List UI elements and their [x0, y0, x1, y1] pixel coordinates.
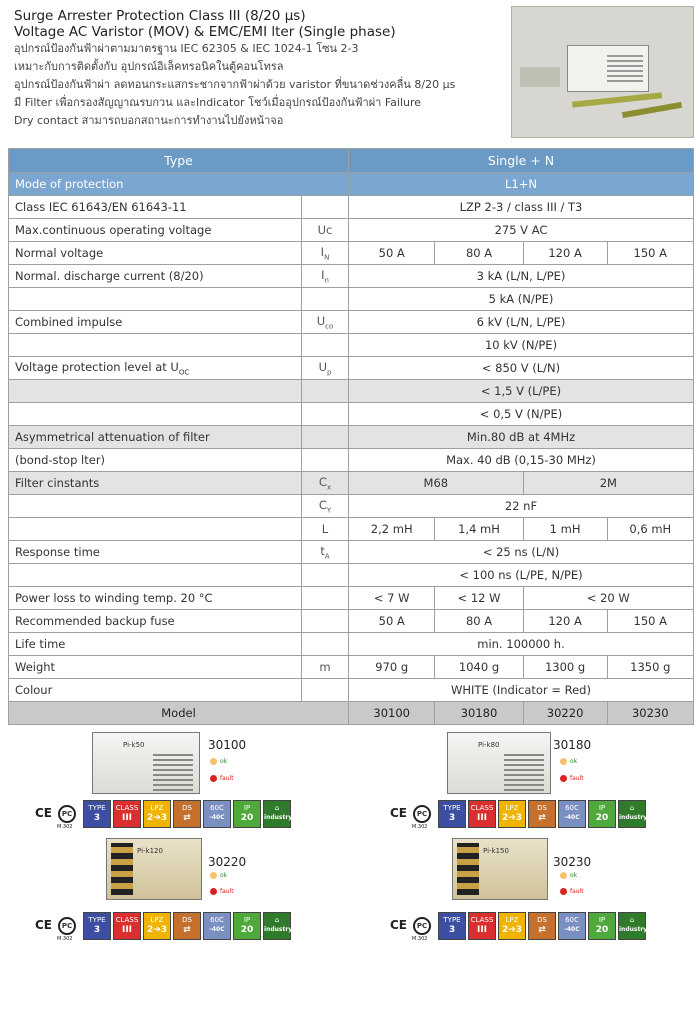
ip-badge-icon — [233, 912, 261, 940]
temp-badge-icon — [203, 912, 231, 940]
lpz-badge-icon — [498, 800, 526, 828]
title-line-1: Surge Arrester Protection Class III (8/20 µs) — [14, 8, 306, 24]
type-badge-icon — [438, 912, 466, 940]
sym-main: I — [320, 244, 325, 259]
cert-code: M.302 — [57, 936, 73, 942]
row-value: 1040 g — [435, 656, 523, 679]
table-row — [9, 633, 694, 656]
badge-value: III — [121, 813, 133, 823]
badge-top: ⌂ — [274, 916, 280, 924]
product-name: Pi-k150 — [483, 847, 509, 855]
row-label: Asymmetrical attenuation of filter — [9, 426, 302, 449]
badge-value: 3 — [93, 925, 101, 935]
class-badge-icon — [113, 912, 141, 940]
cert-code: M.302 — [412, 824, 428, 830]
pc-mark-icon: PC — [413, 805, 431, 823]
class-badge-icon — [468, 912, 496, 940]
vent-grid — [607, 52, 643, 82]
badge-top: TYPE — [88, 804, 106, 812]
badge-value: III — [121, 925, 133, 935]
table-row — [9, 449, 694, 472]
badge-value: 3 — [93, 813, 101, 823]
sym-main: C — [318, 474, 327, 489]
table-row — [9, 564, 694, 587]
pc-mark-icon: PC — [58, 805, 76, 823]
row-sym: m — [302, 656, 349, 679]
row-sym — [302, 357, 349, 380]
product-image — [92, 732, 200, 794]
row-label — [9, 288, 302, 311]
label-main: Voltage protection level at U — [15, 359, 179, 374]
ind-badge-icon — [263, 912, 291, 940]
vent-grid — [504, 751, 544, 791]
table-row — [9, 380, 694, 403]
badge-value: 2➔3 — [146, 813, 168, 823]
desc-line: อุปกรณ์ป้องกันฟ้าผ่าตามมาตรฐาน IEC 62305 & IEC 1024-1 โซน 2-3 — [14, 42, 359, 55]
table-row — [9, 403, 694, 426]
ind-badge-icon — [263, 800, 291, 828]
table-row — [9, 518, 694, 541]
led-icon — [210, 758, 217, 765]
row-label — [9, 495, 302, 518]
table-row — [9, 219, 694, 242]
row-value: 6 kV (L/N, L/PE) — [349, 311, 694, 334]
row-sym — [302, 334, 349, 357]
badge-value: III — [476, 813, 488, 823]
din-rail — [520, 67, 560, 87]
mode-label: Mode of protection — [9, 173, 302, 196]
table-row — [9, 334, 694, 357]
ip-badge-icon — [588, 800, 616, 828]
row-sym — [302, 610, 349, 633]
mode-value: L1+N — [349, 173, 694, 196]
ce-mark-icon: CE — [35, 918, 53, 932]
ok-label: ok — [220, 758, 228, 765]
temp-badge-icon — [203, 800, 231, 828]
row-label: Class IEC 61643/EN 61643-11 — [9, 196, 302, 219]
sym-main: I — [321, 267, 325, 282]
badge-value: III — [476, 925, 488, 935]
led-icon — [210, 872, 217, 879]
product-image — [447, 732, 551, 794]
ind-badge-icon — [618, 800, 646, 828]
product-name: Pi-k80 — [478, 741, 500, 749]
temp-badge-icon — [558, 912, 586, 940]
product-image — [452, 838, 548, 900]
product-model: 30180 — [553, 738, 592, 752]
row-sym — [302, 426, 349, 449]
desc-line: อุปกรณ์ป้องกันฟ้าผ่า ลดทอนกระแสกระชากจากฟ้าผ่าด้วย varistor ที่ขนาดช่วงคลื่น 8/20 µs — [14, 78, 456, 91]
row-label: Weight — [9, 656, 302, 679]
badge-top: DS — [537, 916, 547, 924]
row-value: 120 A — [523, 610, 607, 633]
row-value: 1350 g — [607, 656, 693, 679]
led-icon — [560, 758, 567, 765]
ip-badge-icon — [233, 800, 261, 828]
terminal-block — [457, 843, 479, 895]
model-value: 30220 — [523, 702, 607, 725]
model-value: 30100 — [349, 702, 435, 725]
badge-top: CLASS — [470, 916, 494, 924]
badge-value: industry — [619, 926, 648, 933]
model-value: 30180 — [435, 702, 523, 725]
badge-top: DS — [537, 804, 547, 812]
row-label — [9, 334, 302, 357]
type-label: Type — [9, 149, 349, 173]
row-sym — [302, 380, 349, 403]
sym-main: U — [316, 313, 326, 328]
badge-top: CLASS — [470, 804, 494, 812]
row-label: Colour — [9, 679, 302, 702]
sym-main: C — [318, 497, 327, 512]
table-row — [9, 541, 694, 564]
type-value: Single + N — [349, 149, 694, 173]
product-image — [106, 838, 202, 900]
installation-photo — [511, 6, 694, 138]
ip-badge-icon — [588, 912, 616, 940]
table-row — [9, 357, 694, 380]
row-value: WHITE (Indicator = Red) — [349, 679, 694, 702]
label-sub: OC — [178, 368, 190, 377]
table-row — [9, 426, 694, 449]
row-label: Life time — [9, 633, 302, 656]
row-label: Recommended backup fuse — [9, 610, 302, 633]
sym-sub: A — [324, 552, 330, 561]
badge-value: -40C — [209, 814, 225, 821]
cert-code: M.302 — [57, 824, 73, 830]
table-row — [9, 610, 694, 633]
ds-badge-icon — [528, 800, 556, 828]
row-sym — [302, 242, 349, 265]
badge-top: TYPE — [443, 916, 461, 924]
class-badge-icon — [468, 800, 496, 828]
product-name: Pi-k50 — [123, 741, 145, 749]
badge-top: 60C — [210, 916, 224, 924]
row-sym — [302, 495, 349, 518]
badge-top: TYPE — [88, 916, 106, 924]
table-row — [9, 587, 694, 610]
table-row — [9, 679, 694, 702]
row-value: < 20 W — [523, 587, 693, 610]
ds-badge-icon — [173, 912, 201, 940]
row-value: 2M — [523, 472, 693, 495]
led-icon — [560, 872, 567, 879]
sym-sub: N — [324, 253, 330, 262]
row-label: Combined impulse — [9, 311, 302, 334]
row-value: 0,6 mH — [607, 518, 693, 541]
badge-value: 2➔3 — [501, 813, 523, 823]
row-value: Min.80 dB at 4MHz — [349, 426, 694, 449]
fault-label: fault — [220, 888, 234, 895]
row-sym — [302, 633, 349, 656]
ce-mark-icon: CE — [390, 918, 408, 932]
row-value: 50 A — [349, 610, 435, 633]
row-sym — [302, 541, 349, 564]
badge-value: 20 — [240, 813, 254, 823]
ok-label: ok — [220, 872, 228, 879]
table-row — [9, 472, 694, 495]
badge-value: 3 — [448, 813, 456, 823]
badge-value: ⇄ — [538, 925, 546, 935]
badge-value: industry — [264, 926, 293, 933]
badge-value: industry — [619, 814, 648, 821]
row-value: M68 — [349, 472, 524, 495]
row-value: Max. 40 dB (0,15-30 MHz) — [349, 449, 694, 472]
row-value: 970 g — [349, 656, 435, 679]
desc-line: มี Filter เพื่อกรองสัญญาณรบกวน และIndicator โชว์เมื่ออุปกรณ์ป้องกันฟ้าผ่า Failure — [14, 96, 422, 109]
row-label: Power loss to winding temp. 20 °C — [9, 587, 302, 610]
badge-top: ⌂ — [629, 916, 635, 924]
row-label — [9, 380, 302, 403]
badge-value: 20 — [240, 925, 254, 935]
badge-top: DS — [182, 804, 192, 812]
row-label: Max.continuous operating voltage — [9, 219, 302, 242]
pc-mark-icon: PC — [58, 917, 76, 935]
row-value: 50 A — [349, 242, 435, 265]
table-row — [9, 311, 694, 334]
badge-value: 2➔3 — [501, 925, 523, 935]
row-value: 150 A — [607, 242, 693, 265]
fault-label: fault — [570, 775, 584, 782]
ok-indicator — [210, 872, 227, 879]
badge-value: ⇄ — [183, 813, 191, 823]
row-value: 80 A — [435, 610, 523, 633]
spec-table — [8, 148, 694, 725]
class-badge-icon — [113, 800, 141, 828]
row-value: 1 mH — [523, 518, 607, 541]
badge-value: 2➔3 — [146, 925, 168, 935]
badge-top: DS — [182, 916, 192, 924]
badge-value: -40C — [564, 814, 580, 821]
row-label: (bond-stop lter) — [9, 449, 302, 472]
row-value: 1300 g — [523, 656, 607, 679]
row-value: < 25 ns (L/N) — [349, 541, 694, 564]
led-icon — [210, 775, 217, 782]
row-sym — [302, 679, 349, 702]
type-row — [9, 149, 694, 173]
desc-line: Dry contact สามารถบอกสถานะการทำงานไปยังหน้าจอ — [14, 114, 284, 127]
badge-top: CLASS — [115, 916, 139, 924]
ce-mark-icon: CE — [35, 806, 53, 820]
row-sym — [302, 288, 349, 311]
type-badge-icon — [83, 800, 111, 828]
product-name: Pi-k120 — [137, 847, 163, 855]
row-value: 2,2 mH — [349, 518, 435, 541]
led-icon — [210, 888, 217, 895]
type-badge-icon — [438, 800, 466, 828]
sym-sub: p — [326, 368, 332, 377]
fault-indicator — [210, 775, 234, 782]
ind-badge-icon — [618, 912, 646, 940]
badge-top: 60C — [210, 804, 224, 812]
lpz-badge-icon — [143, 912, 171, 940]
cable — [572, 92, 662, 107]
row-sym — [302, 265, 349, 288]
ok-indicator — [560, 872, 577, 879]
row-value: 80 A — [435, 242, 523, 265]
badge-value: -40C — [209, 926, 225, 933]
row-value: < 7 W — [349, 587, 435, 610]
cable — [622, 102, 682, 118]
row-sym — [302, 564, 349, 587]
desc-line: เหมาะกับการติดตั้งกับ อุปกรณ์อิเล็คทรอนิคในตู้คอนโทรล — [14, 60, 284, 73]
row-value: min. 100000 h. — [349, 633, 694, 656]
ok-indicator — [560, 758, 577, 765]
row-sym — [302, 472, 349, 495]
cert-code: M.302 — [412, 936, 428, 942]
row-sym — [302, 403, 349, 426]
sym-main: U — [318, 359, 327, 374]
fault-indicator — [210, 888, 234, 895]
sym-sub: x — [326, 483, 332, 492]
table-row — [9, 196, 694, 219]
lpz-badge-icon — [498, 912, 526, 940]
row-value: < 12 W — [435, 587, 523, 610]
model-row — [9, 702, 694, 725]
ok-label: ok — [570, 872, 578, 879]
table-row — [9, 242, 694, 265]
badge-value: industry — [264, 814, 293, 821]
row-label: Response time — [9, 541, 302, 564]
row-label: Normal voltage — [9, 242, 302, 265]
row-sym — [302, 587, 349, 610]
badge-top: ⌂ — [629, 804, 635, 812]
badge-top: LPZ — [505, 916, 519, 924]
badge-top: ⌂ — [274, 804, 280, 812]
row-label — [9, 564, 302, 587]
row-sym: L — [302, 518, 349, 541]
vent-grid — [153, 751, 193, 791]
badge-top: LPZ — [150, 804, 164, 812]
row-value: 3 kA (L/N, L/PE) — [349, 265, 694, 288]
badge-top: LPZ — [505, 804, 519, 812]
sym-main: t — [320, 543, 325, 558]
product-model: 30220 — [208, 855, 247, 869]
row-label — [9, 518, 302, 541]
table-row — [9, 656, 694, 679]
badge-top: IP — [243, 804, 251, 812]
table-row — [9, 495, 694, 518]
row-sym — [302, 449, 349, 472]
badge-value: ⇄ — [183, 925, 191, 935]
row-label: Normal. discharge current (8/20) — [9, 265, 302, 288]
badge-top: 60C — [565, 804, 579, 812]
row-value: 10 kV (N/PE) — [349, 334, 694, 357]
model-label: Model — [9, 702, 349, 725]
fault-label: fault — [220, 775, 234, 782]
ce-mark-icon: CE — [390, 806, 408, 820]
mode-sym — [302, 173, 349, 196]
fault-indicator — [560, 775, 584, 782]
badge-value: 3 — [448, 925, 456, 935]
badge-top: TYPE — [443, 804, 461, 812]
product-model: 30100 — [208, 738, 247, 752]
badge-top: IP — [598, 916, 606, 924]
mode-row — [9, 173, 694, 196]
row-value: 120 A — [523, 242, 607, 265]
sym-sub: n — [324, 276, 329, 285]
row-value: LZP 2-3 / class III / T3 — [349, 196, 694, 219]
row-value: 22 nF — [349, 495, 694, 518]
model-value: 30230 — [607, 702, 693, 725]
row-value: 5 kA (N/PE) — [349, 288, 694, 311]
row-sym — [302, 311, 349, 334]
row-value: < 0,5 V (N/PE) — [349, 403, 694, 426]
header — [14, 8, 504, 130]
row-label — [9, 357, 302, 380]
ds-badge-icon — [173, 800, 201, 828]
badge-top: LPZ — [150, 916, 164, 924]
badge-top: 60C — [565, 916, 579, 924]
table-row — [9, 265, 694, 288]
badge-top: IP — [243, 916, 251, 924]
table-row — [9, 288, 694, 311]
row-label — [9, 403, 302, 426]
badge-value: -40C — [564, 926, 580, 933]
temp-badge-icon — [558, 800, 586, 828]
row-sym — [302, 196, 349, 219]
badge-value: ⇄ — [538, 813, 546, 823]
row-sym: Uc — [302, 219, 349, 242]
ds-badge-icon — [528, 912, 556, 940]
ok-label: ok — [570, 758, 578, 765]
badge-top: IP — [598, 804, 606, 812]
badge-value: 20 — [595, 925, 609, 935]
pc-mark-icon: PC — [413, 917, 431, 935]
row-value: < 850 V (L/N) — [349, 357, 694, 380]
row-value: 1,4 mH — [435, 518, 523, 541]
badge-value: 20 — [595, 813, 609, 823]
row-label: Filter cinstants — [9, 472, 302, 495]
fault-indicator — [560, 888, 584, 895]
row-value: 275 V AC — [349, 219, 694, 242]
lpz-badge-icon — [143, 800, 171, 828]
terminal-block — [111, 843, 133, 895]
led-icon — [560, 888, 567, 895]
ok-indicator — [210, 758, 227, 765]
sym-sub: co — [325, 322, 334, 331]
badge-top: CLASS — [115, 804, 139, 812]
product-model: 30230 — [553, 855, 592, 869]
fault-label: fault — [570, 888, 584, 895]
sym-sub: Y — [326, 506, 332, 515]
title-line-2: Voltage AC Varistor (MOV) & EMC/EMI lter (Single phase) — [14, 24, 396, 40]
row-value: < 1,5 V (L/PE) — [349, 380, 694, 403]
row-value: 150 A — [607, 610, 693, 633]
row-value: < 100 ns (L/PE, N/PE) — [349, 564, 694, 587]
led-icon — [560, 775, 567, 782]
type-badge-icon — [83, 912, 111, 940]
